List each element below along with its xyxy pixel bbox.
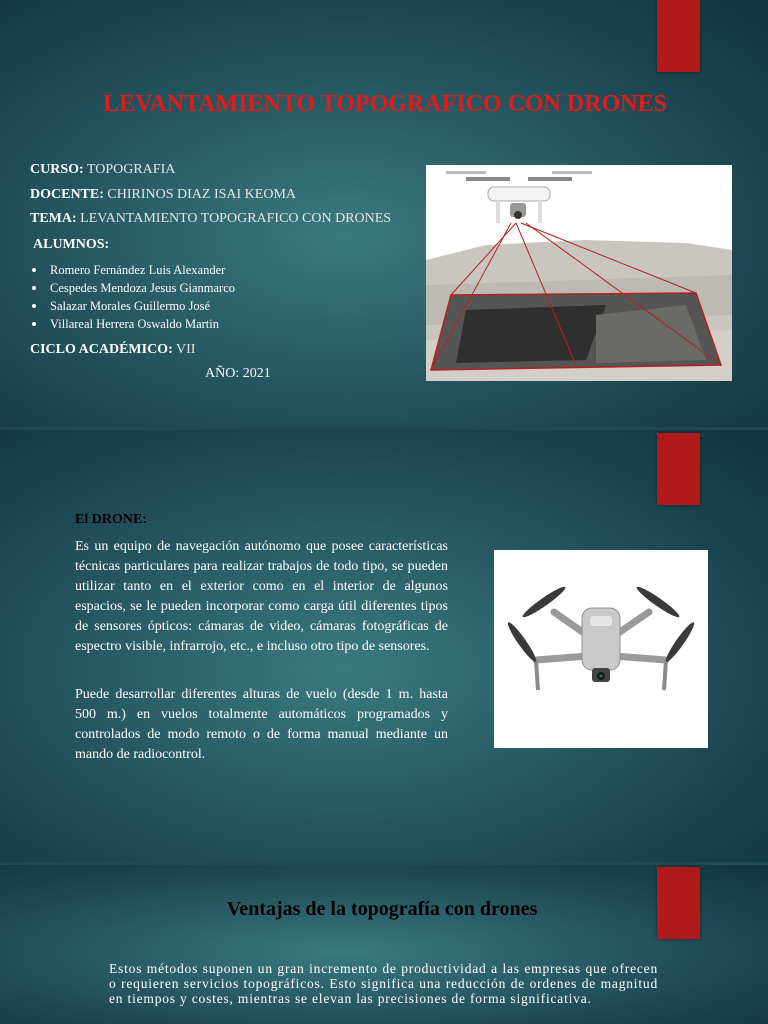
red-accent-tab bbox=[657, 0, 700, 72]
slide-cover bbox=[0, 0, 768, 427]
docente-value: CHIRINOS DIAZ ISAI KEOMA bbox=[107, 187, 297, 202]
alumnos-label: ALUMNOS: bbox=[33, 237, 110, 252]
ciclo-line bbox=[30, 342, 195, 358]
anio-text: AÑO: 2021 bbox=[205, 366, 271, 381]
red-accent-tab bbox=[657, 867, 700, 939]
curso-value: TOPOGRAFIA bbox=[86, 162, 176, 177]
bullet-icon bbox=[32, 304, 36, 308]
list-item bbox=[30, 261, 235, 279]
bullet-icon bbox=[32, 322, 36, 326]
quadcopter-illustration bbox=[494, 550, 708, 748]
curso-label: CURSO: bbox=[30, 162, 84, 177]
drone-paragraph-2: Puede desarrollar diferentes alturas de vuelo (desde 1 m. hasta 500 m.) en vuelos totalmente automáticos programados y controlados de modo remoto o de forma manual mediante un mando de radiocontrol. bbox=[75, 687, 448, 762]
ventajas-paragraph: Estos métodos suponen un gran incremento de productividad a las empresas que ofrecen o requieren servicios topográficos. Esto significa una reducción de ordenes de magnitud en tiempos y costes, mientras se elevan las precisiones de forma significativa. bbox=[109, 961, 658, 1006]
drone-survey-image bbox=[426, 165, 732, 381]
tema-label: TEMA: bbox=[30, 211, 77, 226]
ciclo-label: CICLO ACADÉMICO: bbox=[30, 342, 173, 357]
alumnos-line bbox=[33, 237, 109, 253]
docente-line bbox=[30, 187, 296, 203]
student-name: Cespedes Mendoza Jesus Gianmarco bbox=[50, 281, 236, 295]
list-item bbox=[30, 297, 235, 315]
drone-paragraph-1: Es un equipo de navegación autónomo que posee características técnicas particulares para realizar trabajos de todo tipo, se pueden utilizar tanto en el exterior como en el interior de algunos espacios, se le pueden incorporar como carga útil diferentes tipos de sensores ópticos: cámaras de video, cámaras fotográficas de espectro visible, infrarrojo, etc., e incluso otro tipo de sensores. bbox=[75, 539, 448, 654]
docente-label: DOCENTE: bbox=[30, 187, 104, 202]
list-item bbox=[30, 315, 235, 333]
student-name: Salazar Morales Guillermo José bbox=[50, 299, 211, 313]
bullet-icon bbox=[32, 268, 36, 272]
cover-title: LEVANTAMIENTO TOPOGRAFICO CON DRONES bbox=[103, 91, 667, 117]
drone-photo bbox=[494, 550, 708, 748]
ventajas-title: Ventajas de la topografía con drones bbox=[226, 898, 538, 920]
bullet-icon bbox=[32, 286, 36, 290]
student-name: Romero Fernández Luis Alexander bbox=[50, 263, 226, 277]
slide-drone bbox=[0, 430, 768, 862]
list-item bbox=[30, 279, 235, 297]
ciclo-value: VII bbox=[175, 342, 196, 357]
tema-line bbox=[30, 211, 391, 227]
drone-survey-illustration bbox=[426, 165, 732, 381]
tema-value: LEVANTAMIENTO TOPOGRAFICO CON DRONES bbox=[80, 211, 392, 226]
drone-heading: El DRONE: bbox=[75, 512, 147, 527]
curso-line bbox=[30, 162, 175, 178]
student-name: Villareal Herrera Oswaldo Martin bbox=[50, 317, 219, 331]
slide-ventajas bbox=[0, 865, 768, 1024]
red-accent-tab bbox=[657, 433, 700, 505]
students-list bbox=[30, 261, 235, 333]
